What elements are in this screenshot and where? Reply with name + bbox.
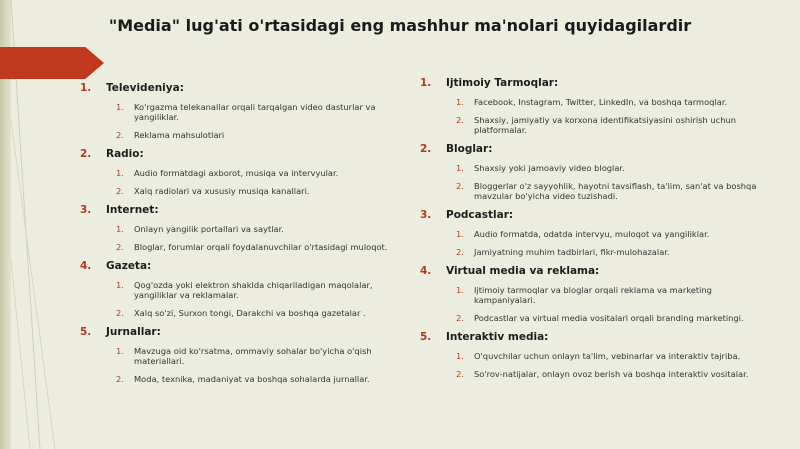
left-column <box>80 82 400 392</box>
section-number: 5. <box>420 331 432 343</box>
section-title: Televideniya: <box>106 82 184 94</box>
section <box>420 265 770 323</box>
item-number: 1. <box>456 97 464 107</box>
list-item <box>456 181 770 201</box>
item-number: 2. <box>456 115 464 125</box>
section <box>420 209 770 257</box>
item-text: So'rov-natijalar, onlayn ovoz berish va boshqa interaktiv vositalar. <box>474 369 749 379</box>
item-list <box>456 163 770 201</box>
section-heading <box>420 77 770 94</box>
accent-arrow <box>0 47 104 79</box>
item-number: 1. <box>456 163 464 173</box>
section <box>80 204 400 252</box>
item-number: 2. <box>456 313 464 323</box>
item-list <box>116 346 400 384</box>
list-item <box>116 374 400 384</box>
section <box>420 143 770 201</box>
item-text: Jamiyatning muhim tadbirlari, fikr-mulohazalar. <box>474 247 670 257</box>
section-title: Jurnallar: <box>106 326 161 338</box>
list-item <box>116 280 400 300</box>
item-list <box>456 285 770 323</box>
item-list <box>456 351 770 379</box>
section <box>420 77 770 135</box>
section-heading <box>80 260 400 277</box>
section-title: Bloglar: <box>446 143 493 155</box>
list-item <box>456 115 770 135</box>
list-item <box>116 186 400 196</box>
list-item <box>116 242 400 252</box>
section <box>80 260 400 318</box>
item-number: 2. <box>116 242 124 252</box>
section-title: Internet: <box>106 204 159 216</box>
section-number: 2. <box>80 148 92 160</box>
item-text: Shaxsiy, jamiyatiy va korxona identifikatsiyasini oshirish uchun platformalar. <box>474 115 736 135</box>
list-item <box>116 346 400 366</box>
item-text: Podcastlar va virtual media vositalari orqali branding marketingi. <box>474 313 744 323</box>
list-item <box>456 313 770 323</box>
item-list <box>116 224 400 252</box>
item-text: Ijtimoiy tarmoqlar va bloglar orqali reklama va marketing kampaniyalari. <box>474 285 712 305</box>
list-item <box>116 308 400 318</box>
section <box>80 326 400 384</box>
item-number: 1. <box>116 280 124 290</box>
list-item <box>456 97 770 107</box>
section-number: 1. <box>420 77 432 89</box>
item-text: Moda, texnika, madaniyat va boshqa sohalarda jurnallar. <box>134 374 370 384</box>
section <box>80 82 400 140</box>
section-title: Interaktiv media: <box>446 331 549 343</box>
item-text: Shaxsiy yoki jamoaviy video bloglar. <box>474 163 625 173</box>
section-number: 1. <box>80 82 92 94</box>
section-heading <box>420 143 770 160</box>
slide-title: "Media" lug'ati o'rtasidagi eng mashhur ma'nolari quyidagilardir <box>108 16 692 35</box>
right-column <box>420 77 770 387</box>
section <box>420 331 770 379</box>
section-heading <box>80 82 400 99</box>
item-number: 1. <box>456 351 464 361</box>
item-text: Audio formatda, odatda intervyu, muloqot va yangiliklar. <box>474 229 710 239</box>
item-text: Audio formatdagi axborot, musiqa va intervyular. <box>134 168 339 178</box>
section-title: Ijtimoiy Tarmoqlar: <box>446 77 559 89</box>
list-item <box>456 351 770 361</box>
item-text: Xalq so'zi, Surxon tongi, Darakchi va boshqa gazetalar . <box>134 308 366 318</box>
section-heading <box>80 326 400 343</box>
item-text: Ko'rgazma telekanallar orqali tarqalgan video dasturlar va yangiliklar. <box>134 102 376 122</box>
section-number: 4. <box>420 265 432 277</box>
item-text: Bloggerlar o'z sayyohlik, hayotni tavsiflash, ta'lim, san'at va boshqa mavzular bo'yicha video tuzishadi. <box>474 181 757 201</box>
section-number: 2. <box>420 143 432 155</box>
list-item <box>456 229 770 239</box>
list-item <box>116 130 400 140</box>
item-number: 1. <box>456 285 464 295</box>
section-heading <box>80 204 400 221</box>
list-item <box>456 247 770 257</box>
item-list <box>456 97 770 135</box>
item-list <box>116 280 400 318</box>
section-title: Podcastlar: <box>446 209 514 221</box>
list-item <box>456 163 770 173</box>
item-number: 1. <box>116 224 124 234</box>
item-number: 2. <box>456 181 464 191</box>
section-heading <box>420 331 770 348</box>
section-title: Radio: <box>106 148 144 160</box>
item-number: 2. <box>116 308 124 318</box>
item-number: 1. <box>116 168 124 178</box>
section-heading <box>80 148 400 165</box>
item-number: 2. <box>116 130 124 140</box>
list-item <box>116 102 400 122</box>
item-number: 2. <box>456 247 464 257</box>
section-heading <box>420 265 770 282</box>
item-number: 1. <box>456 229 464 239</box>
item-list <box>116 102 400 140</box>
item-list <box>456 229 770 257</box>
item-text: Bloglar, forumlar orqali foydalanuvchilar o'rtasidagi muloqot. <box>134 242 388 252</box>
item-number: 1. <box>116 102 124 112</box>
item-number: 2. <box>116 186 124 196</box>
list-item <box>116 224 400 234</box>
section-number: 3. <box>80 204 92 216</box>
item-text: Xalq radiolari va xususiy musiqa kanallari. <box>134 186 310 196</box>
item-text: Mavzuga oid ko'rsatma, ommaviy sohalar bo'yicha o'qish materiallari. <box>134 346 372 366</box>
item-number: 2. <box>456 369 464 379</box>
item-text: Onlayn yangilik portallari va saytlar. <box>134 224 284 234</box>
section-number: 3. <box>420 209 432 221</box>
item-text: Facebook, Instagram, Twitter, LinkedIn, va boshqa tarmoqlar. <box>474 97 728 107</box>
section <box>80 148 400 196</box>
item-text: Reklama mahsulotlari <box>134 130 225 140</box>
item-text: Qog'ozda yoki elektron shaklda chiqariladigan maqolalar, yangiliklar va reklamalar. <box>134 280 373 300</box>
item-list <box>116 168 400 196</box>
item-text: O'quvchilar uchun onlayn ta'lim, vebinarlar va interaktiv tajriba. <box>474 351 741 361</box>
section-heading <box>420 209 770 226</box>
list-item <box>116 168 400 178</box>
item-number: 2. <box>116 374 124 384</box>
list-item <box>456 285 770 305</box>
list-item <box>456 369 770 379</box>
section-number: 4. <box>80 260 92 272</box>
section-title: Virtual media va reklama: <box>446 265 600 277</box>
section-number: 5. <box>80 326 92 338</box>
section-title: Gazeta: <box>106 260 152 272</box>
item-number: 1. <box>116 346 124 356</box>
